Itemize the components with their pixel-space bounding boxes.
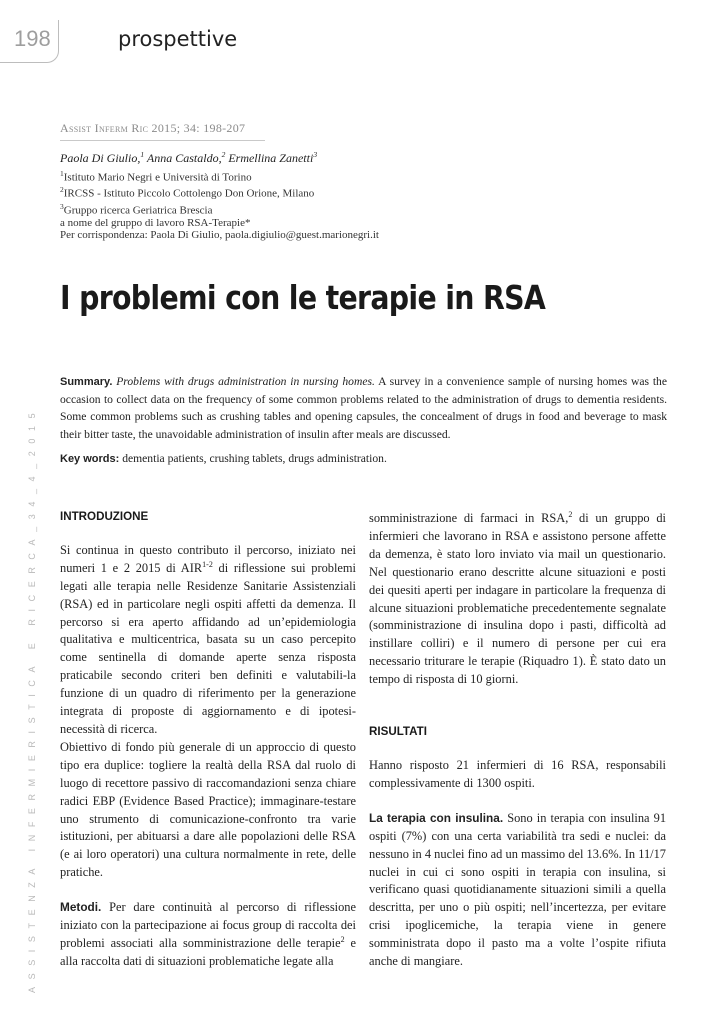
side-journal-text: ASSISTENZA INFERMIERISTICA E RICERCA_34_4_2015: [27, 405, 37, 993]
affiliation-line: $^1$Istituto Mario Negri e Università di Torino: [60, 169, 252, 184]
journal-name: Assist Inferm Ric: [60, 121, 149, 135]
affiliations: [60, 168, 379, 242]
intro-paragraph-1: Si continua in questo contributo il percorso, iniziato nei numeri 1 e 2 2015 di AIR$^{1-2}$ di riflessione sui problemi legati alle terapia nelle Residenze Sanitarie Assistenziali (RSA) ed in particolare negli ospiti affetti da demenza. Il percorso si era aperto affidando ad un’epidemiologia qualitativa e multicentrica, basata su un caso percepito come sentinella di domande aperte senza risposta praticabile secondo criteri ben definiti e valutabili-la funzione di un quadro di riferimento per la generazione integrata di proposte di aggiornamento e di ipotesi-necessità di ricerca.: [60, 542, 356, 736]
author: Paola Di Giulio,: [60, 151, 141, 165]
author-list: [60, 150, 317, 166]
journal-reference: [60, 121, 245, 136]
keywords: [60, 452, 667, 465]
intro-paragraph-2: Obiettivo di fondo più generale di un approccio di questo tipo era duplice: togliere la realtà della RSA dal ruolo di luogo di recettore passivo di raccomandazioni senza chiare radici EBP (Evidence Based Practice); immaginare-testare uno strumento di comunicazione-confronto tra varie istituzioni, per abituarsi a dare alle popolazioni delle RSA (e ai loro operatori) una cultura normalmente in rete, delle pratiche.: [60, 739, 356, 880]
article-title: I problemi con le terapie in RSA: [60, 278, 546, 317]
section-heading-introduzione: INTRODUZIONE: [60, 510, 149, 523]
affiliation-line: a nome del gruppo di lavoro RSA-Terapie*: [60, 216, 251, 229]
section-heading-risultati: RISULTATI: [369, 725, 427, 739]
methods-continued-paragraph: somministrazione di farmaci in RSA,$^2$ di un gruppo di infermieri che lavorano in RSA e assistono persone affette da demenza, è stato loro inviato via mail un questionario. Nel questionario erano descritte alcune situazioni e posti dei quesiti aperti per indagare in particolare la frequenza di alcune situazioni problematiche precedentemente segnalate (somministrazione di insulina dopo i pasti, difficoltà ad instillare colliri) e il numero di persone per cui era necessario triturare le terapie (Riquadro 1). È stato dato un tempo di risposta di 10 giorni.: [369, 509, 666, 687]
affiliation-line: $^2$IRCSS - Istituto Piccolo Cottolengo Don Orione, Milano: [60, 185, 315, 200]
journal-divider: [60, 140, 265, 141]
summary-italic: Problems with drugs administration in nursing homes.: [116, 375, 375, 388]
page-number: 198: [14, 26, 51, 51]
summary-text: A survey in a convenience sample of nursing homes was the occasion to collect data on the frequency of some common problems related to the administration of drugs to dementia residents. Some common problems such as crushing tables and opening capsules, the concealment of drugs in food and beverage to mask their bitter taste, the unavoidable administration of insulin after meals are discussed.: [60, 375, 667, 441]
journal-citation: 2015; 34: 198-207: [151, 121, 246, 135]
author-sup: 2: [221, 150, 226, 159]
author: Ermellina Zanetti: [228, 151, 314, 165]
methods-paragraph: Metodi. Per dare continuità al percorso di riflessione iniziato con la partecipazione ai focus group di raccolta dei problemi associati alla somministrazione delle terapie$^2$ e alla raccolta dati di situazioni problematiche legate alla: [60, 900, 356, 968]
author-sup: 3: [313, 150, 318, 159]
results-paragraph: Hanno risposto 21 infermieri di 16 RSA, responsabili complessivamente di 1300 ospiti.: [369, 757, 666, 790]
left-column: [60, 508, 356, 971]
section-label: prospettive: [118, 27, 238, 51]
affiliation-line: $^3$Gruppo ricerca Geriatrica Brescia: [60, 201, 213, 217]
keywords-label: Key words:: [60, 453, 120, 465]
keywords-text: dementia patients, crushing tablets, drugs administration.: [119, 452, 387, 465]
summary: [60, 373, 667, 443]
summary-label: Summary.: [60, 376, 113, 388]
correspondence-line: Per corrispondenza: Paola Di Giulio, paola.digiulio@guest.marionegri.it: [60, 229, 379, 242]
author-sup: 1: [140, 150, 145, 159]
author: Anna Castaldo,: [146, 151, 222, 165]
right-column: [369, 510, 666, 971]
insulin-paragraph: La terapia con insulina. Sono in terapia con insulina 91 ospiti (7%) con una certa variabilità tra sedi e nuclei: da nessuno in 4 nuclei fino ad un massimo del 13.6%. In 11/17 nuclei in cui ci sono ospiti in terapia con insulina, si verificano quasi quotidianamente situazioni simili a quella descritta, per uno o più ospiti; nell’incertezza, per evitare crisi ipoglicemiche, la terapia viene in genere somministrata dopo il pasto ma a volte l’ospite rifiuta anche di mangiare.: [369, 810, 667, 969]
